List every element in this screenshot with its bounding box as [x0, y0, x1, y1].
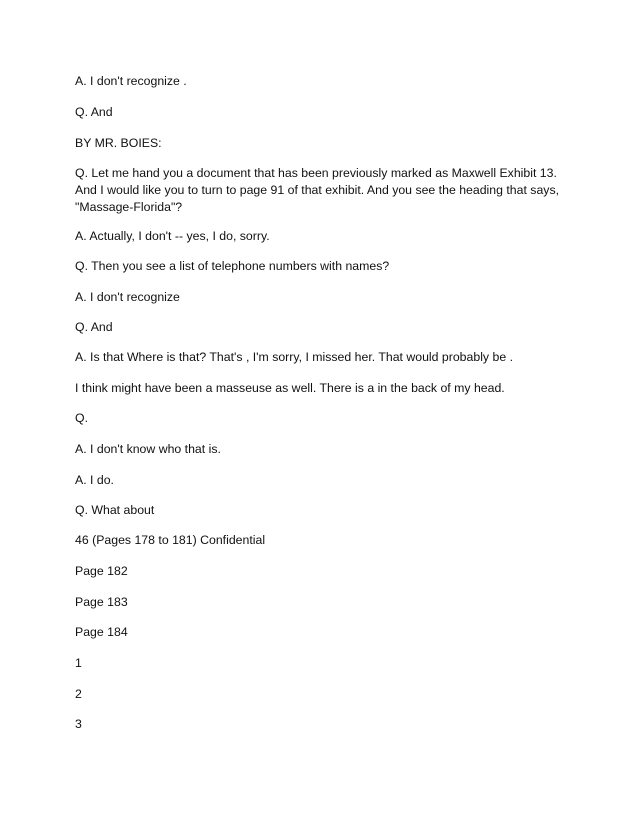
page-number: Page 183 — [75, 595, 128, 609]
paragraph: I think might have been a masseuse as well. There is a in the back of my head. — [75, 381, 505, 395]
paragraph: A. Actually, I don't -- yes, I do, sorry. — [75, 229, 270, 243]
paragraph: Q. What about — [75, 503, 155, 517]
line-number: 3 — [75, 717, 82, 731]
paragraph: Q. And — [75, 105, 113, 119]
line-number: 2 — [75, 687, 82, 701]
paragraph: A. I don't recognize — [75, 290, 180, 304]
page-number: Page 184 — [75, 625, 128, 639]
paragraph: Q. And — [75, 320, 113, 334]
paragraph: Q. Then you see a list of telephone numbers with names? — [75, 259, 390, 273]
page-number: Page 182 — [75, 564, 128, 578]
paragraph: Q. — [75, 411, 88, 425]
paragraph: A. I do. — [75, 473, 114, 487]
paragraph: A. Is that Where is that? That's , I'm sorry, I missed her. That would probably be . — [75, 350, 514, 364]
paragraph: BY MR. BOIES: — [75, 136, 162, 150]
page-footer: 46 (Pages 178 to 181) Confidential — [75, 533, 266, 547]
paragraph: A. I don't recognize . — [75, 74, 187, 88]
paragraph: A. I don't know who that is. — [75, 442, 221, 456]
paragraph: Q. Let me hand you a document that has been previously marked as Maxwell Exhibit 13. And I would like you to turn to page 91 of that exhibit. And you see the heading that says, "Massage-Florida"? — [75, 166, 560, 214]
line-number: 1 — [75, 656, 82, 670]
